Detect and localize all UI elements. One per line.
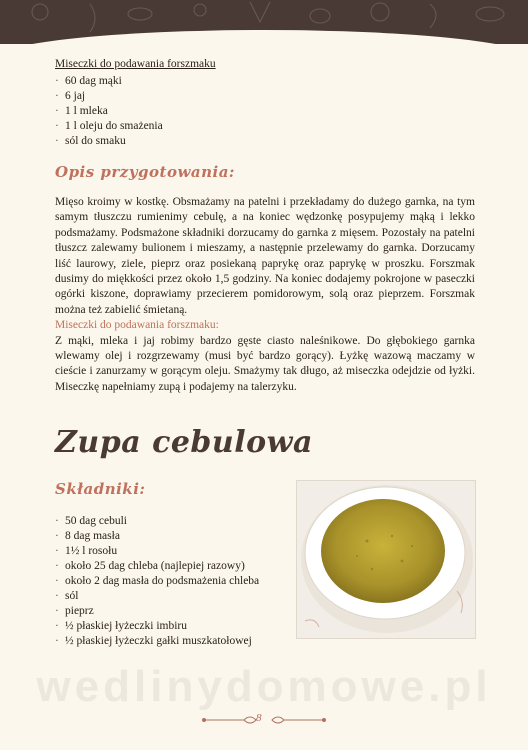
opis-body [55, 195, 475, 395]
skladniki-list [55, 514, 285, 649]
opis-title: Opis przygotowania: [55, 163, 235, 181]
opis-paragraph-2: Z mąki, mleka i jaj robimy bardzo gęste ciasto naleśnikowe. Do głębokiego garnka wlewamy olej i rozgrzewamy (musi być bardzo gorący). Łyżkę wazową maczamy w cieście i zanurzamy w gorącym oleju. Smażymy tak długo, aż miseczka odejdzie od łyżki. Miseczkę napełniamy zupą i podajemy na talerzyku. [55, 334, 475, 393]
list-item: · ½ płaskiej łyżeczki imbiru [55, 619, 285, 634]
list-item: · pieprz [55, 604, 285, 619]
soup-bowl-icon [297, 481, 475, 638]
list-item: · 50 dag cebuli [55, 514, 285, 529]
header-band [0, 0, 528, 44]
list-item: · 60 dag mąki [55, 74, 475, 89]
ingredients-list [55, 74, 475, 149]
watermark: wedlinydomowe.pl [36, 662, 492, 711]
page-number: 8 [256, 712, 262, 724]
list-item: · 1½ l rosołu [55, 544, 285, 559]
ingredients-heading: Miseczki do podawania forszmaku [55, 58, 216, 70]
list-item: · ½ płaskiej łyżeczki gałki muszkatołowej [55, 634, 285, 649]
list-item: · 6 jaj [55, 89, 475, 104]
recipe-title: Zupa cebulowa [55, 425, 313, 460]
skladniki-section [55, 510, 285, 649]
list-item: · około 25 dag chleba (najlepiej razowy) [55, 559, 285, 574]
list-item: · 8 dag masła [55, 529, 285, 544]
opis-subheading: Miseczki do podawania forszmaku: [55, 319, 219, 332]
list-item: · sól do smaku [55, 134, 475, 149]
opis-paragraph: Mięso kroimy w kostkę. Obsmażamy na patelni i przekładamy do dużego garnka, na tym samym tłuszczu rumienimy cebulę, a na koniec wędzonkę posypujemy mąką i lekko podsmażamy. Podsmażone składniki dorzucamy do garnka z mięsem. Pozostały na patelni tłuszcz zalewamy bulionem i mieszamy, a następnie przelewamy do garnka. Dorzucamy liść laurowy, ziele, pieprz oraz posiekaną paprykę oraz paprykę w proszku. Forszmak dusimy do miękkości przez około 1,5 godziny. Na koniec dodajemy pokrojone w paseczki ogórki kiszone, doprawiamy przecierem pomidorowym, solą oraz pieprzem. Forszmak można też zabielić śmietaną. [55, 196, 475, 316]
section-miseczki [55, 58, 475, 149]
list-item: · 1 l oleju do smażenia [55, 119, 475, 134]
footer-ornament-icon [200, 710, 328, 730]
skladniki-title: Składniki: [55, 480, 146, 498]
list-item: · 1 l mleka [55, 104, 475, 119]
list-item: · sól [55, 589, 285, 604]
soup-bowl-photo [296, 480, 476, 639]
list-item: · około 2 dag masła do podsmażenia chleba [55, 574, 285, 589]
